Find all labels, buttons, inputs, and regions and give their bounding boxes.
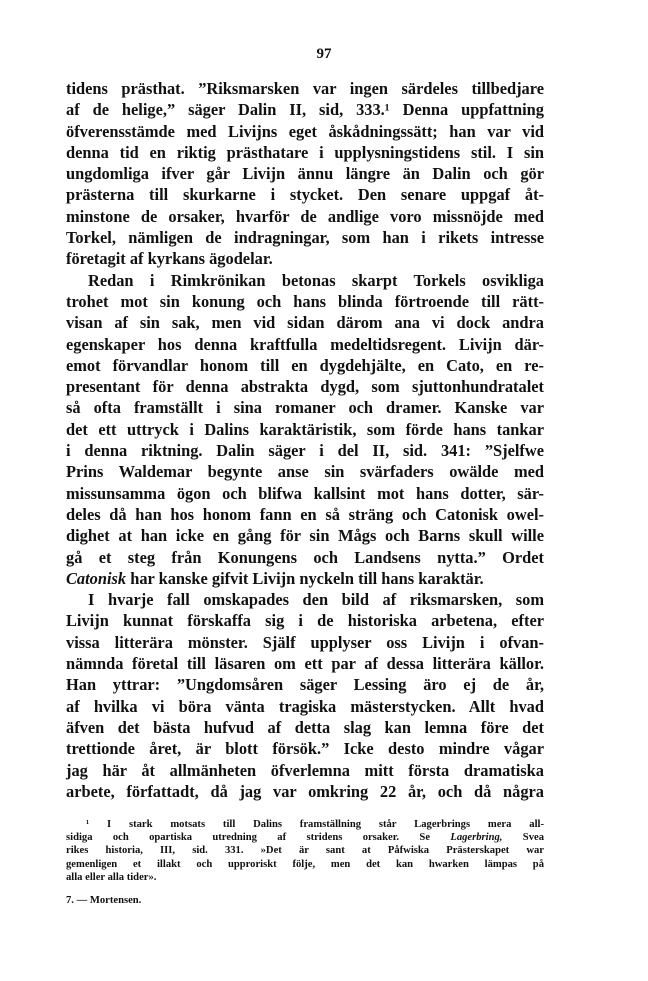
printer-signature: 7. — Mortensen. — [66, 895, 142, 906]
text-line: gå et steg från Konungens och Landsens nytta.” Ordet — [66, 547, 544, 567]
footnote-text: sidiga och opartiska utredning af stridens orsaker. Se — [66, 832, 431, 844]
text-line: Prins Waldemar begynte anse sin svärfaders owälde med — [66, 462, 544, 482]
footnote-citation: Lagerbring, — [450, 832, 503, 844]
text-line: ungdomliga ifver går Livijn ännu längre än Dalin och gör — [66, 164, 544, 184]
footnotes — [66, 818, 544, 884]
text-line: vissa litterära mönster. Själf upplyser oss Livijn i ofvan- — [66, 632, 544, 652]
text-line: det ett uttryck i Dalins karaktäristik, som förde hans tankar — [66, 419, 544, 439]
text-line: egenskaper hos denna kraftfulla medeltidsregent. Livijn där- — [66, 334, 544, 354]
text-line: arbete, författadt, då jag var omkring 22 år, och då några — [66, 781, 544, 801]
text-line: trettionde året, är blott försök.” Icke desto mindre vågar — [66, 739, 544, 759]
text-line: denna tid en riktig prästhatare i upplysningstidens stil. I sin — [66, 142, 544, 162]
footnote-line: gemenligen et illakt och upproriskt följe, men det kan hwarken lämpas på — [66, 858, 544, 870]
text-line: Han yttrar: ”Ungdomsåren säger Lessing äro ej de år, — [66, 675, 544, 695]
text-line: af hvilka vi böra vänta tragiska mästerstycken. Allt hvad — [66, 696, 544, 716]
footnote-text: Svea — [522, 832, 544, 844]
text-line: I hvarje fall omskapades den bild af riksmarsken, som — [88, 590, 544, 610]
text-line: trohet mot sin konung och hans blinda förtroende till rätt- — [66, 291, 544, 311]
text-line: visan af sin sak, men vid sidan därom ana vi dock andra — [66, 313, 544, 333]
text-line: företagit af kyrkans ägodelar. — [66, 249, 273, 269]
text-line: deles då han hos honom fann en så sträng och Catonisk owel- — [66, 504, 544, 524]
text-line: af de helige,” säger Dalin II, sid, 333.¹ Denna uppfattning — [66, 100, 544, 120]
text-line: så ofta framställt i sina romaner och dramer. Kanske var — [66, 398, 544, 418]
text-line: Livijn kunnat förskaffa sig i de historiska arbetena, efter — [66, 611, 544, 631]
text-line: emot förvandlar honom till en dygdehjälte, en Cato, en re- — [66, 355, 544, 375]
footnote-line — [66, 831, 544, 844]
text-line: presentant för denna abstrakta dygd, som sjuttonhundratalet — [66, 377, 544, 397]
page-number: 97 — [316, 46, 332, 62]
text-line: dighet at han icke en gång för sin Mågs och Barns skull wille — [66, 526, 544, 546]
italic-word: Catonisk — [66, 568, 127, 588]
text-line: nämnda företal till läsaren om ett par af dessa litterära källor. — [66, 654, 544, 674]
text-line — [66, 568, 544, 589]
footnote-line: rikes historia, III, sid. 331. »Det är sant at Påfwiska Prästerskapet war — [66, 845, 544, 857]
text-line: missunsamma ögon och blifwa kallsint mot hans dotter, sär- — [66, 483, 544, 503]
text-line: äfven det bästa hufvud af detta slag kan lemna före det — [66, 717, 544, 737]
text-line: öfverensstämde med Livijns eget åskådningssätt; han var vid — [66, 121, 544, 141]
text-line: minstone de orsaker, hvarför de andlige voro missnöjde med — [66, 206, 544, 226]
text-line: jag här åt allmänheten öfverlemna mitt första dramatiska — [66, 760, 544, 780]
text-line: Torkel, nämligen de indragningar, som han i rikets intresse — [66, 228, 544, 248]
text-line: tidens prästhat. ”Riksmarsken var ingen särdeles tillbedjare — [66, 79, 544, 98]
body-text — [66, 78, 544, 802]
text-line-rest: har kanske gifvit Livijn nyckeln till hans karaktär. — [130, 568, 484, 588]
text-line: i denna riktning. Dalin säger i del II, sid. 341: ”Sjelfwe — [66, 441, 544, 461]
text-line: Redan i Rimkrönikan betonas skarpt Torkels osvikliga — [88, 270, 544, 290]
text-line: prästerna till skurkarne i stycket. Den senare uppgaf åt- — [66, 185, 544, 205]
footnote-line: alla eller alla tider». — [66, 871, 157, 883]
footnote-line: ¹ I stark motsats till Dalins framställning står Lagerbrings mera all- — [86, 819, 544, 830]
